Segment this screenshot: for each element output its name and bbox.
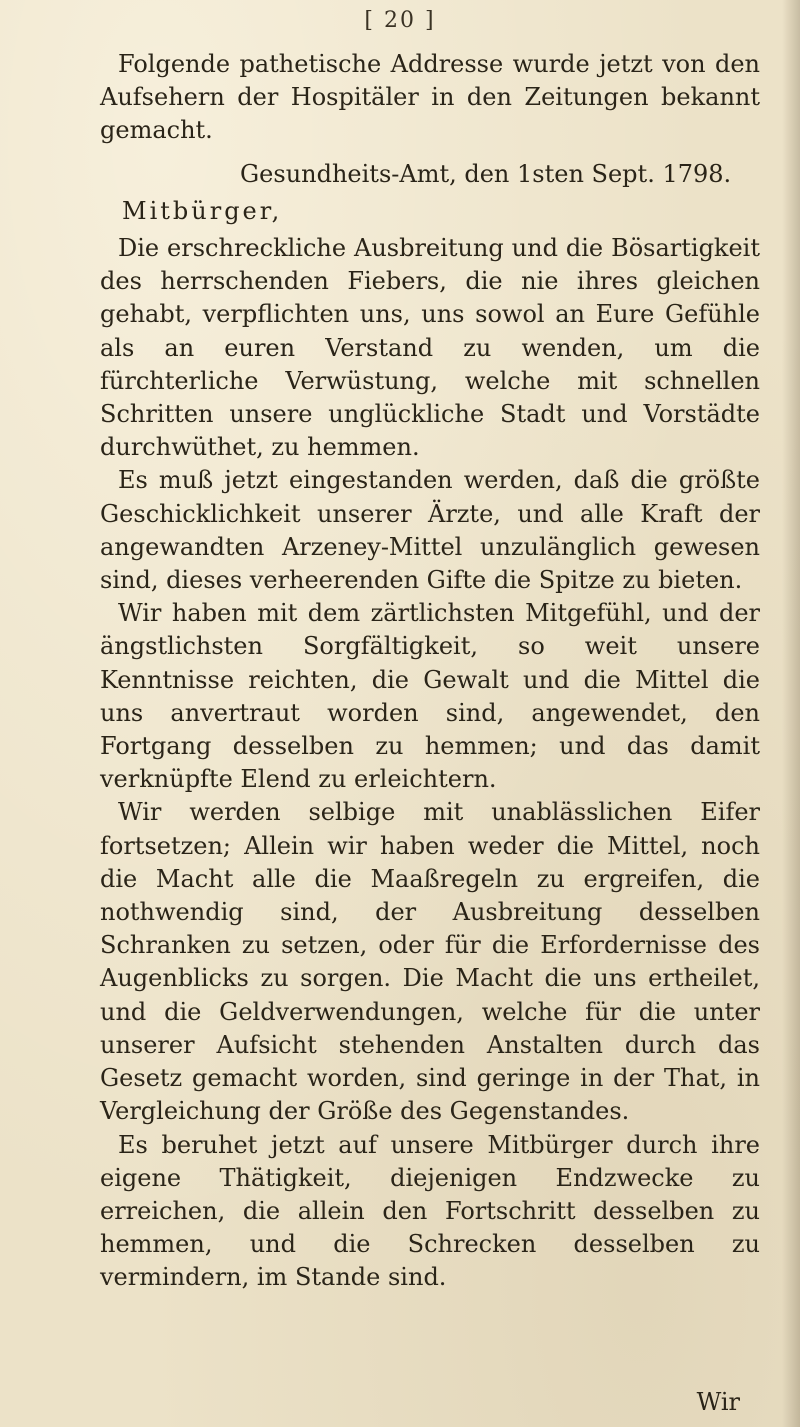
paragraph-5: Es beruhet jetzt auf unsere Mitbürger durch ihre eigene Thätigkeit, diejenigen Endzwecke zu erreichen, die allein den Fortschritt desselben zu hemmen, und die Schrecken desselben zu vermindern, im Stande sind.: [100, 1130, 760, 1292]
paragraph-4: Wir werden selbige mit unablässlichen Eifer fortsetzen; Allein wir haben weder die Mittel, noch die Macht alle die Maaßregeln zu ergreifen, die nothwendig sind, der Ausbreitung desselben Schranken zu setzen, oder für die Erfordernisse des Augenblicks zu sorgen. Die Macht die uns ertheilet, und die Geldverwendungen, welche für die unter unserer Aufsicht stehenden Anstalten durch das Gesetz gemacht worden, sind geringe in der That, in Vergleichung der Größe des Gegenstandes.: [100, 798, 760, 1126]
intro-paragraph: Folgende pathetische Addresse wurde jetzt von den Aufsehern der Hospitäler in den Zeitungen bekannt gemacht.: [100, 50, 760, 145]
paragraph-3: Wir haben mit dem zärtlichsten Mitgefühl, und der ängstlichsten Sorgfältigkeit, so weit unsere Kenntnisse reichten, die Gewalt und die Mittel die uns anvertraut worden sind, angewendet, den Fortgang desselben zu hemmen; und das damit verknüpfte Elend zu erleichtern.: [100, 599, 760, 794]
paragraph-2: Es muß jetzt eingestanden werden, daß die größte Geschicklichkeit unserer Ärzte, und alle Kraft der angewandten Arzeney-Mittel unzulänglich gewesen sind, dieses verheerenden Gifte die Spitze zu bieten.: [100, 466, 760, 595]
dateline: Gesundheits-Amt, den 1sten Sept. 1798.: [240, 159, 732, 188]
salutation: Mitbürger,: [122, 196, 283, 225]
page-edge-shadow: [782, 0, 800, 1427]
main-text: [100, 48, 760, 1295]
page-number: [ 20 ]: [364, 8, 436, 33]
catchword: Wir: [696, 1388, 740, 1416]
paragraph-1: Die erschreckliche Ausbreitung und die Bösartigkeit des herrschenden Fiebers, die nie ihres gleichen gehabt, verpflichten uns, uns sowol an Eure Gefühle als an euren Verstand zu wenden, um die fürchterliche Verwüstung, welche mit schnellen Schritten unsere unglückliche Stadt und Vorstädte durchwüthet, zu hemmen.: [100, 234, 760, 462]
